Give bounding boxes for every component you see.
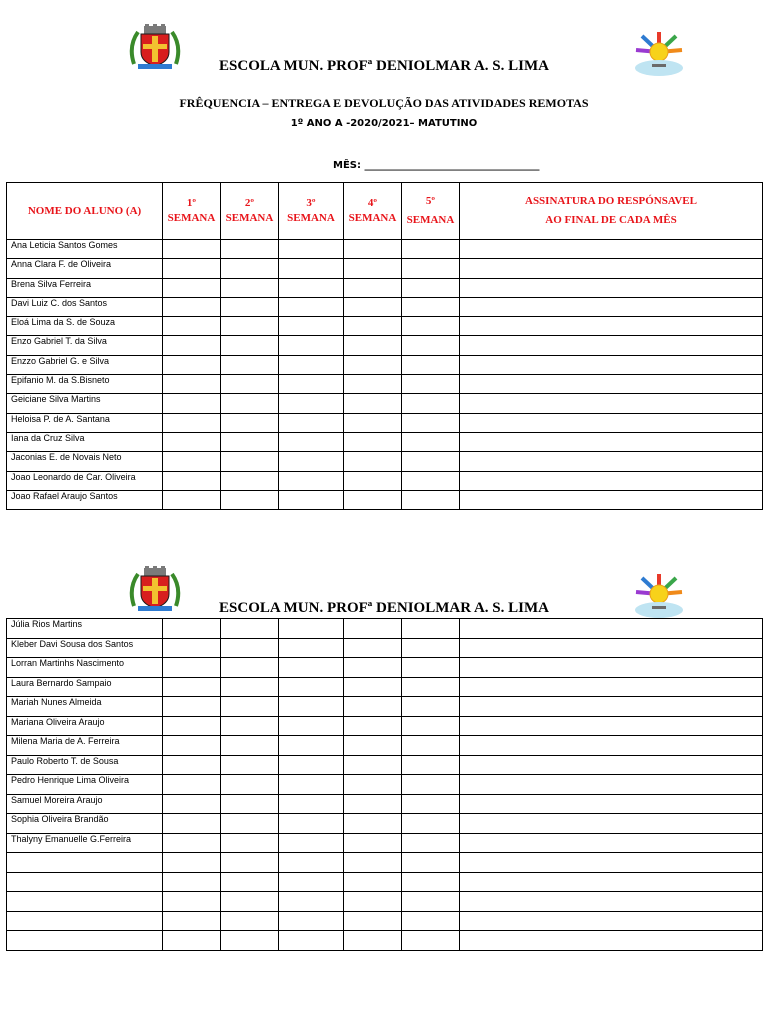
week-4-cell [344,638,402,658]
week-5-cell [402,755,460,775]
week-1-cell [163,775,221,795]
table-row [7,336,763,355]
column-header-week-5: 5º SEMANA [402,183,460,240]
week-1-cell [163,716,221,736]
student-name-cell: Samuel Moreira Araujo [7,794,163,814]
week-4-cell [344,317,402,336]
signature-cell [460,355,763,374]
week-1-cell [163,892,221,912]
week-5-cell [402,697,460,717]
week-1-cell [163,317,221,336]
column-header-week-3: 3º SEMANA [279,183,344,240]
signature-cell [460,619,763,639]
signature-cell [460,892,763,912]
week-3-cell [279,336,344,355]
student-name-cell: Laura Bernardo Sampaio [7,677,163,697]
student-name-cell: Jaconias E. de Novais Neto [7,452,163,471]
student-name-cell: Enzzo Gabriel G. e Silva [7,355,163,374]
signature-cell [460,736,763,756]
week-2-cell [221,471,279,490]
student-name-cell: Kleber Davi Sousa dos Santos [7,638,163,658]
signature-cell [460,336,763,355]
table-row [7,833,763,853]
week-2-cell [221,931,279,951]
table-row [7,471,763,490]
table-row [7,892,763,912]
week-1-cell [163,355,221,374]
week-1-cell [163,471,221,490]
week-4-cell [344,931,402,951]
attendance-table-page2 [6,618,763,951]
week-5-cell [402,911,460,931]
signature-cell [460,833,763,853]
week-2-cell [221,336,279,355]
week-3-cell [279,413,344,432]
week-1-cell [163,619,221,639]
week-5-cell [402,317,460,336]
table-row [7,697,763,717]
week-3-cell [279,452,344,471]
signature-cell [460,638,763,658]
table-row [7,355,763,374]
week-1-cell [163,658,221,678]
week-3-cell [279,278,344,297]
week-2-cell [221,355,279,374]
signature-cell [460,814,763,834]
week-3-cell [279,716,344,736]
table-row [7,736,763,756]
week-4-cell [344,619,402,639]
week-3-cell [279,677,344,697]
week-5-cell [402,413,460,432]
signature-cell [460,490,763,509]
week-1-cell [163,336,221,355]
student-name-cell: Joao Rafael Araujo Santos [7,490,163,509]
table-row [7,259,763,278]
week-3-cell [279,775,344,795]
week-4-cell [344,355,402,374]
week-5-cell [402,716,460,736]
week-1-cell [163,833,221,853]
week-5-cell [402,833,460,853]
column-header-week-4: 4º SEMANA [344,183,402,240]
table-row [7,432,763,451]
student-name-cell: Mariana Oliveira Araujo [7,716,163,736]
week-1-cell [163,755,221,775]
week-4-cell [344,375,402,394]
week-4-cell [344,833,402,853]
week-4-cell [344,471,402,490]
week-2-cell [221,240,279,259]
week-1-cell [163,872,221,892]
week-3-cell [279,697,344,717]
signature-cell [460,297,763,316]
signature-cell [460,658,763,678]
week-1-cell [163,814,221,834]
week-5-cell [402,259,460,278]
student-name-cell [7,892,163,912]
table-row [7,317,763,336]
week-1-cell [163,794,221,814]
week-4-cell [344,297,402,316]
week-4-cell [344,336,402,355]
table-row [7,452,763,471]
week-4-cell [344,853,402,873]
signature-cell [460,278,763,297]
week-5-cell [402,394,460,413]
week-4-cell [344,432,402,451]
week-1-cell [163,853,221,873]
student-name-cell: Eloá Lima da S. de Souza [7,317,163,336]
week-2-cell [221,736,279,756]
student-name-cell [7,911,163,931]
week-4-cell [344,490,402,509]
week-2-cell [221,814,279,834]
student-name-cell: Ana Leticia Santos Gomes [7,240,163,259]
week-1-cell [163,911,221,931]
week-3-cell [279,490,344,509]
student-name-cell: Joao Leonardo de Car. Oliveira [7,471,163,490]
week-2-cell [221,853,279,873]
student-name-cell: Sophia Oliveira Brandão [7,814,163,834]
week-4-cell [344,677,402,697]
student-name-cell [7,853,163,873]
week-3-cell [279,297,344,316]
week-1-cell [163,452,221,471]
week-2-cell [221,375,279,394]
signature-cell [460,452,763,471]
week-3-cell [279,931,344,951]
table-row [7,658,763,678]
student-name-cell: Mariah Nunes Almeida [7,697,163,717]
week-5-cell [402,677,460,697]
table-row [7,716,763,736]
table-row [7,911,763,931]
student-name-cell: Davi Luiz C. dos Santos [7,297,163,316]
week-2-cell [221,697,279,717]
week-5-cell [402,872,460,892]
signature-cell [460,432,763,451]
student-name-cell: Brena Silva Ferreira [7,278,163,297]
signature-cell [460,755,763,775]
week-4-cell [344,658,402,678]
week-1-cell [163,375,221,394]
week-3-cell [279,755,344,775]
week-5-cell [402,853,460,873]
signature-cell [460,931,763,951]
week-4-cell [344,814,402,834]
student-name-cell: Júlia Rios Martins [7,619,163,639]
signature-cell [460,677,763,697]
week-5-cell [402,658,460,678]
week-5-cell [402,336,460,355]
column-header-week-2: 2º SEMANA [221,183,279,240]
week-3-cell [279,394,344,413]
week-1-cell [163,259,221,278]
table-row [7,677,763,697]
week-5-cell [402,638,460,658]
student-name-cell: Paulo Roberto T. de Sousa [7,755,163,775]
week-3-cell [279,892,344,912]
week-3-cell [279,317,344,336]
week-3-cell [279,259,344,278]
week-3-cell [279,638,344,658]
week-4-cell [344,697,402,717]
signature-cell [460,413,763,432]
student-name-cell: Iana da Cruz Silva [7,432,163,451]
week-4-cell [344,240,402,259]
week-1-cell [163,697,221,717]
signature-cell [460,375,763,394]
table-row [7,278,763,297]
week-4-cell [344,755,402,775]
student-name-cell: Milena Maria de A. Ferreira [7,736,163,756]
week-2-cell [221,297,279,316]
signature-cell [460,471,763,490]
student-name-cell: Pedro Henrique Lima Oliveira [7,775,163,795]
week-4-cell [344,911,402,931]
week-4-cell [344,394,402,413]
week-3-cell [279,355,344,374]
week-1-cell [163,432,221,451]
school-title-page2: ESCOLA MUN. PROFª DENIOLMAR A. S. LIMA [219,600,549,616]
week-1-cell [163,931,221,951]
week-4-cell [344,794,402,814]
week-5-cell [402,794,460,814]
table-row [7,775,763,795]
week-3-cell [279,911,344,931]
signature-cell [460,872,763,892]
table-header-row [7,183,763,240]
week-3-cell [279,794,344,814]
signature-cell [460,794,763,814]
week-5-cell [402,240,460,259]
week-5-cell [402,452,460,471]
week-1-cell [163,278,221,297]
student-name-cell: Heloisa P. de A. Santana [7,413,163,432]
week-5-cell [402,297,460,316]
week-3-cell [279,240,344,259]
signature-cell [460,697,763,717]
week-2-cell [221,872,279,892]
week-5-cell [402,736,460,756]
week-4-cell [344,775,402,795]
week-4-cell [344,413,402,432]
week-5-cell [402,619,460,639]
week-4-cell [344,259,402,278]
week-2-cell [221,394,279,413]
week-4-cell [344,452,402,471]
table-row [7,297,763,316]
week-2-cell [221,490,279,509]
student-name-cell: Enzo Gabriel T. da Silva [7,336,163,355]
student-name-cell [7,931,163,951]
signature-cell [460,394,763,413]
week-2-cell [221,638,279,658]
week-2-cell [221,317,279,336]
week-5-cell [402,375,460,394]
week-5-cell [402,471,460,490]
week-1-cell [163,736,221,756]
week-5-cell [402,775,460,795]
week-3-cell [279,833,344,853]
week-5-cell [402,892,460,912]
week-1-cell [163,677,221,697]
signature-cell [460,853,763,873]
week-1-cell [163,297,221,316]
signature-cell [460,317,763,336]
student-name-cell: Epifanio M. da S.Bisneto [7,375,163,394]
week-5-cell [402,432,460,451]
week-5-cell [402,490,460,509]
week-3-cell [279,736,344,756]
week-3-cell [279,872,344,892]
table-row [7,619,763,639]
school-title: ESCOLA MUN. PROFª DENIOLMAR A. S. LIMA [219,58,549,74]
table-row [7,490,763,509]
student-name-cell: Anna Clara F. de Oliveira [7,259,163,278]
column-header-week-1: 1º SEMANA [163,183,221,240]
document-subtitle: FRÊQUENCIA – ENTREGA E DEVOLUÇÃO DAS ATIVIDADES REMOTAS [179,96,589,110]
week-1-cell [163,240,221,259]
week-2-cell [221,794,279,814]
week-2-cell [221,892,279,912]
table-row [7,394,763,413]
week-3-cell [279,658,344,678]
week-4-cell [344,872,402,892]
week-2-cell [221,432,279,451]
month-field: MÊS: ___________________________________ [333,160,540,171]
signature-cell [460,775,763,795]
table-row [7,931,763,951]
signature-cell [460,240,763,259]
week-2-cell [221,259,279,278]
class-line: 1º ANO A -2020/2021– MATUTINO [290,118,478,129]
week-2-cell [221,755,279,775]
week-3-cell [279,432,344,451]
week-5-cell [402,278,460,297]
table-row [7,872,763,892]
table-row [7,814,763,834]
week-4-cell [344,278,402,297]
student-name-cell [7,872,163,892]
week-2-cell [221,619,279,639]
student-name-cell: Lorran Martinhs Nascimento [7,658,163,678]
table-row [7,638,763,658]
week-2-cell [221,413,279,432]
week-5-cell [402,355,460,374]
week-2-cell [221,911,279,931]
week-4-cell [344,892,402,912]
column-header-signature: ASSINATURA DO RESPÓNSAVEL AO FINAL DE CADA MÊS [460,183,763,240]
week-2-cell [221,658,279,678]
week-1-cell [163,638,221,658]
week-3-cell [279,471,344,490]
week-3-cell [279,619,344,639]
table-row [7,794,763,814]
signature-cell [460,259,763,278]
week-1-cell [163,413,221,432]
student-name-cell: Geiciane Silva Martins [7,394,163,413]
week-5-cell [402,931,460,951]
week-3-cell [279,853,344,873]
week-2-cell [221,775,279,795]
table-row [7,413,763,432]
week-2-cell [221,278,279,297]
week-2-cell [221,716,279,736]
week-1-cell [163,394,221,413]
week-3-cell [279,814,344,834]
week-5-cell [402,814,460,834]
table-row [7,240,763,259]
week-2-cell [221,833,279,853]
week-4-cell [344,736,402,756]
signature-cell [460,911,763,931]
week-2-cell [221,677,279,697]
week-2-cell [221,452,279,471]
week-3-cell [279,375,344,394]
attendance-table-page1 [6,182,763,510]
column-header-student-name: NOME DO ALUNO (A) [7,183,163,240]
week-4-cell [344,716,402,736]
table-row [7,375,763,394]
signature-cell [460,716,763,736]
table-row [7,853,763,873]
week-1-cell [163,490,221,509]
table-row [7,755,763,775]
student-name-cell: Thalyny Emanuelle G.Ferreira [7,833,163,853]
